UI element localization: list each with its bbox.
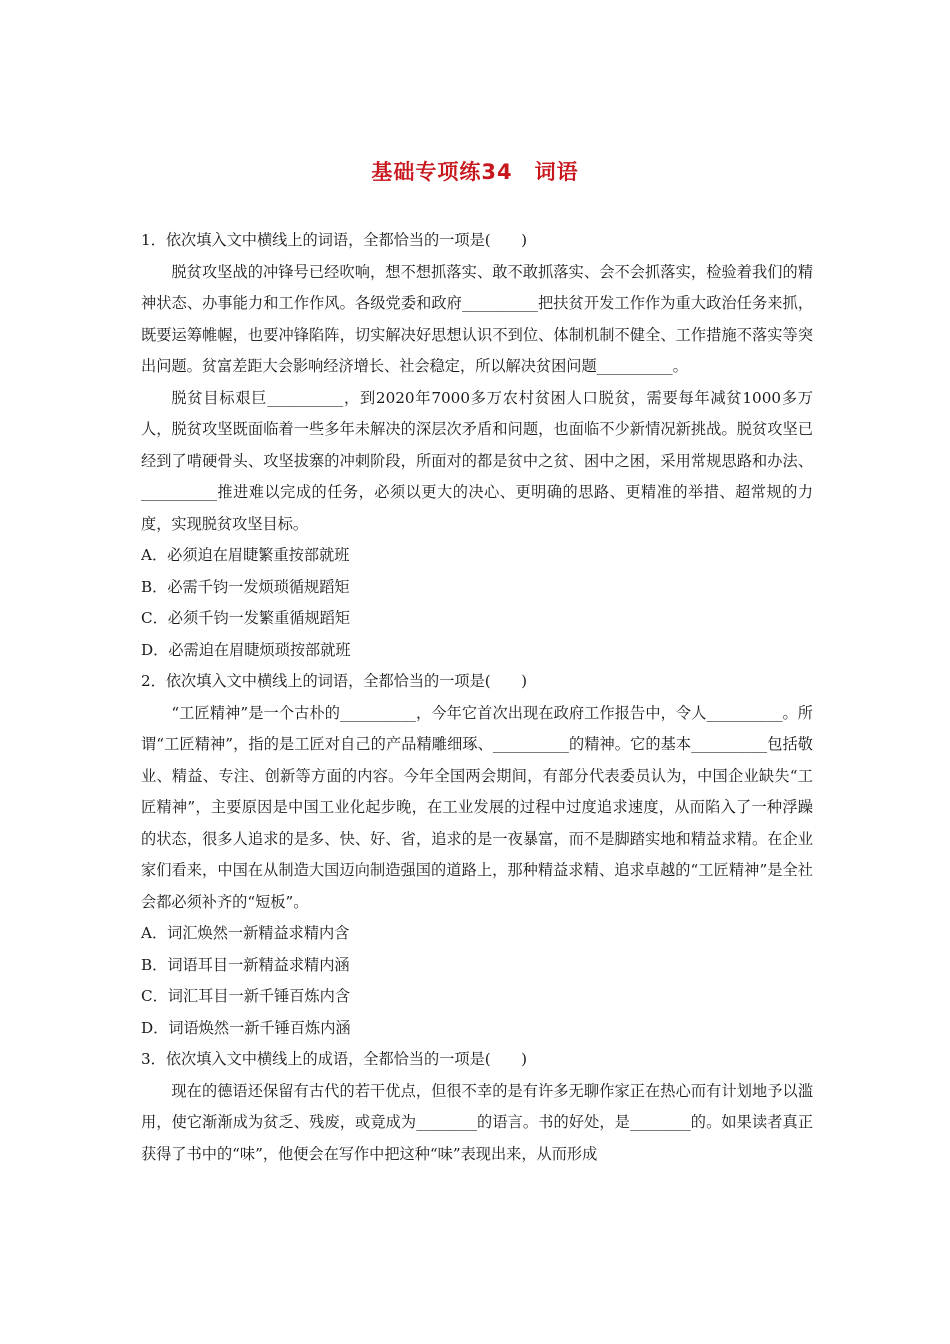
question-1-option-c: C．必须千钧一发繁重循规蹈矩 [141, 609, 351, 627]
question-stem-3: 3．依次填入文中横线上的成语，全都恰当的一项是( ) [141, 1050, 528, 1068]
question-1-option-a: A．必须迫在眉睫繁重按部就班 [141, 546, 350, 564]
question-2-option-c: C．词汇耳目一新千锤百炼内含 [141, 987, 351, 1005]
page-title: 基础专项练34 词语 [371, 160, 579, 184]
document-body [141, 225, 813, 1170]
question-1-passage-1: 脱贫攻坚战的冲锋号已经吹响，想不想抓落实、敢不敢抓落实、会不会抓落实，检验着我们的精神状态、办事能力和工作作风。各级党委和政府__________把扶贫开发工作作为重大政治任务来抓，既要运筹帷幄，也要冲锋陷阵，切实解决好思想认识不到位、体制机制不健全、工作措施不落实等突出问题。贫富差距大会影响经济增长、社会稳定，所以解决贫困问题__________。 [141, 262, 813, 375]
question-3-passage-1: 现在的德语还保留有古代的若干优点，但很不幸的是有许多无聊作家正在热心而有计划地予以滥用，使它渐渐成为贫乏、残废，或竟成为________的语言。书的好处，是________的。如果读者真正获得了书中的“味”，他便会在写作中把这种“味”表现出来，从而形成 [141, 1081, 813, 1163]
question-2-option-b: B．词语耳目一新精益求精内涵 [141, 955, 350, 974]
question-2-option-a: A．词汇焕然一新精益求精内含 [141, 924, 350, 942]
question-1-option-b: B．必需千钧一发烦琐循规蹈矩 [141, 577, 350, 596]
question-2-passage-1: “工匠精神”是一个古朴的__________，今年它首次出现在政府工作报告中，令人__________。所谓“工匠精神”，指的是工匠对自己的产品精雕细琢、__________的精神。它的基本__________包括敬业、精益、专注、创新等方面的内容。今年全国两会期间，有部分代表委员认为，中国企业缺失“工匠精神”，主要原因是中国工业化起步晚，在工业发展的过程中过度追求速度，从而陷入了一种浮躁的状态，很多人追求的是多、快、好、省，追求的是一夜暴富，而不是脚踏实地和精益求精。在企业家们看来，中国在从制造大国迈向制造强国的道路上，那种精益求精、追求卓越的“工匠精神”是全社会都必须补齐的“短板”。 [141, 703, 813, 911]
question-1-option-d: D．必需迫在眉睫烦琐按部就班 [141, 640, 351, 659]
question-stem-1: 1．依次填入文中横线上的词语，全都恰当的一项是( ) [141, 231, 528, 249]
question-2-option-d: D．词语焕然一新千锤百炼内涵 [141, 1018, 351, 1037]
question-1-passage-2: 脱贫目标艰巨__________，到2020年7000多万农村贫困人口脱贫，需要每年减贫1000多万人，脱贫攻坚既面临着一些多年未解决的深层次矛盾和问题，也面临不少新情况新挑战。脱贫攻坚已经到了啃硬骨头、攻坚拔寨的冲刺阶段，所面对的都是贫中之贫、困中之困，采用常规思路和办法、__________推进难以完成的任务，必须以更大的决心、更明确的思路、更精准的举措、超常规的力度，实现脱贫攻坚目标。 [141, 388, 813, 533]
question-stem-2: 2．依次填入文中横线上的词语，全都恰当的一项是( ) [141, 672, 528, 690]
